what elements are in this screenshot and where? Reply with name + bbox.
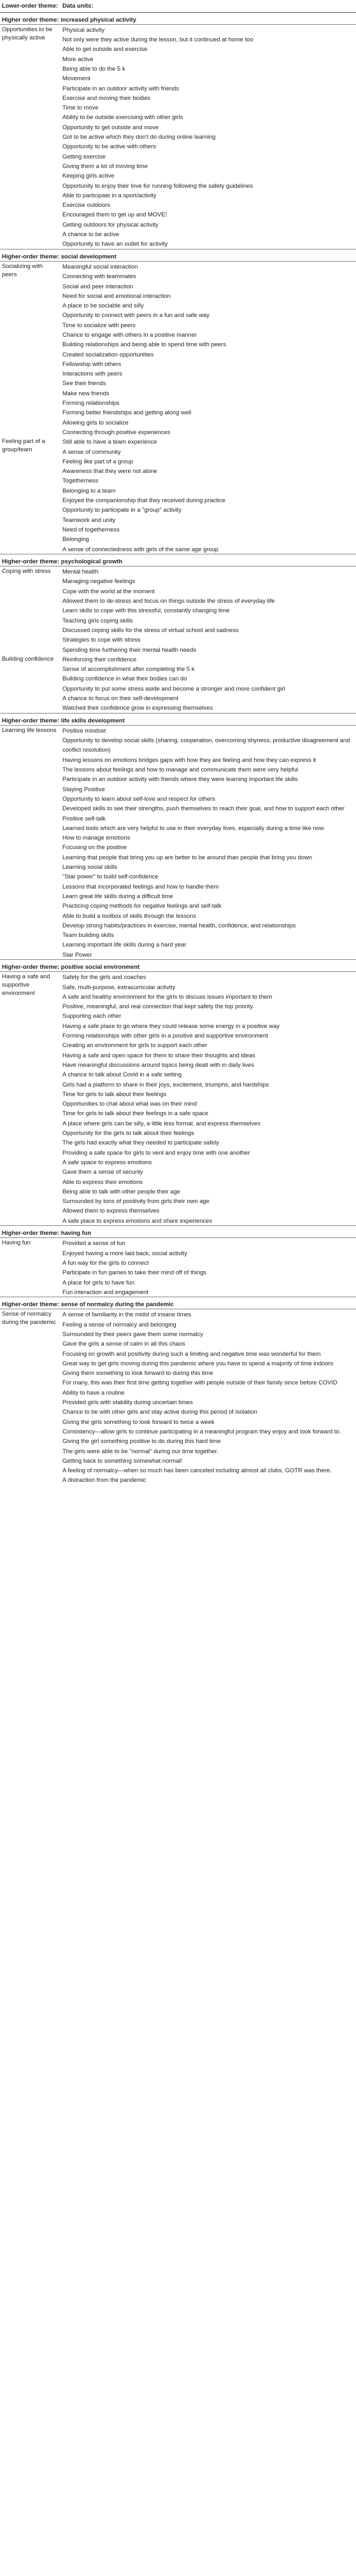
data-unit: For many, this was their first time getting together with people outside of their family since before COVID [62, 1379, 338, 1386]
data-unit: Giving them a lot of moving time [62, 162, 148, 169]
data-unit: Forming relationships [62, 399, 120, 407]
data-unit: Creating an environment for girls to support each other [62, 1041, 208, 1049]
data-unit: A sense of community [62, 447, 121, 455]
data-units-cell [61, 654, 356, 713]
data-unit: Enjoyed having a more laid back, social activity [62, 1249, 187, 1256]
higher-order-theme-heading: Higher-order theme: sense of normalcy during the pandemic [0, 1297, 356, 1309]
data-unit: A sense of familiarity in the midst of insane times [62, 1311, 192, 1318]
lower-order-theme-row [0, 24, 356, 249]
data-unit: Meaningful social interaction [62, 262, 138, 270]
data-unit: A fun way for the girls to connect [62, 1258, 149, 1266]
data-unit: Encouraged them to get up and MOVE! [62, 211, 167, 218]
data-unit: Time to socialize with peers [62, 321, 136, 328]
higher-order-theme-heading: Higher-order theme: having fun [0, 1226, 356, 1238]
data-unit: A place to be sociable and silly [62, 302, 144, 309]
data-unit: Sense of accomplishment after completing the 5 k [62, 665, 195, 673]
lower-order-theme-row [0, 261, 356, 437]
data-unit: Having a safe and open space for them to share their thoughts and ideas [62, 1051, 255, 1059]
data-unit: Star Power [62, 950, 92, 958]
lower-order-theme-label: Learning life lessons [2, 726, 57, 733]
higher-order-theme-heading: Higher-order theme: positive social environment [0, 960, 356, 972]
data-unit: Supporting each other [62, 1012, 122, 1020]
data-unit: Building relationships and being able to spend time with peers [62, 341, 226, 348]
data-unit: Not only were they active during the lesson, but it continued at home too [62, 36, 253, 43]
data-unit: Lessons that incorporated feelings and how to handle them [62, 882, 219, 890]
data-unit: Exercise and moving their bodies [62, 94, 151, 101]
data-unit: Learning important life skills during a hard year [62, 941, 187, 948]
data-unit: Feeling a sense of normalcy and belonging [62, 1320, 176, 1328]
data-unit: Great way to get girls moving during this pandemic where you have to spend a majority of time indoors [62, 1359, 334, 1367]
data-unit: Chance to engage with others in a positive manner [62, 331, 197, 338]
data-unit: Allowed them to de-stress and focus on things outside the stress of everyday life [62, 597, 275, 605]
data-unit: Being able to talk with other people their age [62, 1187, 181, 1195]
data-unit: Safe, multi-purpose, extracurricular activity [62, 983, 176, 990]
data-unit: A feeling of normalcy—when so much has been canceled including almost all clubs, GOTR was there. [62, 1467, 332, 1474]
data-unit: Opportunity to learn about self-love and respect for others [62, 794, 215, 802]
data-unit: Develop strong habits/practices in exercise, mental health, confidence, and relationships [62, 921, 296, 929]
data-unit: Learn great life skills during a difficult time [62, 892, 173, 899]
data-unit: Time for girls to talk about their feelings in a safe space [62, 1109, 208, 1117]
higher-order-theme-heading: Higher-order theme: social development [0, 249, 356, 261]
column-header-data-units: Data units: [62, 2, 94, 9]
data-unit: Having a safe place to go where they could release some energy in a positive way [62, 1022, 280, 1029]
data-unit: Time for girls to talk about their feelings [62, 1090, 167, 1097]
data-unit: Opportunity to develop social skills (sharing, cooperation, overcoming shyness, productive disagreement and conflict resolution) [62, 736, 350, 754]
data-units-cell [61, 1238, 356, 1297]
data-unit: Opportunities to chat about what was on their mind [62, 1100, 197, 1108]
lower-order-theme-row [0, 972, 356, 1226]
data-unit: Discussed coping skills for the stress of virtual school and sadness [62, 626, 239, 633]
data-unit: Participate in an outdoor activity with friends [62, 84, 179, 92]
data-unit: Giving the girls something to look forward to twice a week [62, 1418, 215, 1425]
data-unit: Teamwork and unity [62, 516, 116, 523]
data-unit: Opportunity to have an outlet for activity [62, 240, 168, 248]
data-units-cell [61, 972, 356, 1226]
data-unit: The girls were able to be "normal" during our time together. [62, 1447, 218, 1454]
data-unit: Togetherness [62, 477, 99, 484]
data-unit: A chance to talk about Covid in a safe setting [62, 1071, 182, 1078]
data-unit: Reinforcing their confidence [62, 655, 137, 663]
data-unit: Opportunity to be active with others [62, 143, 156, 150]
data-unit: Ability to have a routine [62, 1388, 125, 1396]
data-unit: Practicing coping methods for negative feelings and self-talk [62, 902, 222, 910]
lower-order-theme-row [0, 567, 356, 654]
data-unit: Mental health [62, 568, 99, 575]
data-unit: Participate in an outdoor activity with friends where they were learning important life skills [62, 775, 298, 783]
data-unit: Staying Positive [62, 785, 105, 792]
data-unit: Positive self-talk [62, 814, 106, 822]
data-unit: Connecting with teammates [62, 272, 136, 280]
data-unit: Surrounded by tons of positivity from girls their own age [62, 1197, 210, 1205]
data-units-cell [61, 1309, 356, 1485]
data-unit: Getting back to something somewhat normal! [62, 1456, 183, 1464]
data-unit: Learn skills to cope with this stressful, constantly changing time [62, 607, 230, 614]
data-unit: Strategies to cope with stress [62, 636, 141, 644]
data-unit: Building confidence in what their bodies can do [62, 675, 187, 682]
data-unit: Able to build a toolbox of skills through the lessons [62, 911, 197, 919]
data-unit: Opportunity to connect with peers in a fun and safe way [62, 311, 210, 319]
higher-order-theme-row [0, 960, 356, 972]
data-unit: Having lessons on emotions bridges gaps with how they are feeling and how they can express it [62, 756, 317, 763]
data-unit: Gave them a sense of security [62, 1168, 143, 1176]
data-unit: Created socialization opportunities [62, 350, 154, 358]
data-unit: See their friends [62, 379, 106, 387]
data-unit: Developed skills to see their strengths, push themselves to reach their goal, and how to support each other [62, 805, 345, 812]
data-unit: Provided a sense of fun [62, 1239, 125, 1247]
data-unit: Safety for the girls and coaches [62, 973, 146, 981]
data-unit: A distraction from the pandemic [62, 1476, 146, 1484]
data-unit: A safe and healthy environment for the girls to discuss issues important to them [62, 992, 273, 1000]
higher-order-theme-row [0, 713, 356, 725]
data-unit: Still able to have a team experience [62, 438, 157, 446]
higher-order-theme-row [0, 1297, 356, 1309]
data-unit: Positive mindset [62, 726, 106, 734]
data-unit: Make new friends [62, 389, 110, 397]
column-header-lower-order-theme: Lower-order theme: [2, 2, 59, 9]
data-unit: Forming better friendships and getting along well [62, 409, 192, 416]
higher-order-theme-heading: Higher order theme: increased physical activity [0, 12, 356, 24]
data-unit: Opportunity to get outside and move [62, 123, 159, 130]
lower-order-theme-label: Having fun [2, 1239, 31, 1246]
data-unit: Watched their confidence grow in expressing themselves [62, 704, 213, 712]
data-unit: Getting exercise [62, 152, 106, 160]
data-unit: Opportunity to enjoy their love for running following the safety guidelines [62, 181, 253, 189]
data-unit: Managing negative feelings [62, 577, 136, 585]
data-unit: Social and peer interaction [62, 282, 134, 290]
data-units-cell [61, 437, 356, 554]
data-unit: Opportunity for the girls to talk about their feelings [62, 1129, 194, 1137]
data-unit: Enjoyed the companionship that they received during practice [62, 496, 225, 504]
data-unit: Giving them something to look forward to during this time [62, 1369, 213, 1377]
data-unit: Teaching girls coping skills [62, 616, 133, 624]
data-unit: Fun interaction and engagement [62, 1288, 148, 1295]
table-header-row [0, 2, 356, 12]
data-unit: Time to move [62, 104, 99, 111]
data-unit: Cope with the world at the moment [62, 587, 155, 595]
data-unit: A place for girls to have fun [62, 1278, 135, 1286]
lower-order-theme-row [0, 1309, 356, 1485]
higher-order-theme-row [0, 1226, 356, 1238]
data-unit: Got to be active which they don't do during online learning [62, 133, 216, 141]
data-unit: Able to get outside and exercise [62, 45, 148, 53]
data-unit: Learned tools which are very helpful to use in their everyday lives, especially during a time like now [62, 824, 324, 831]
data-units-cell [61, 24, 356, 249]
data-unit: Fellowship with others [62, 360, 122, 367]
data-unit: Surrounded by their peers gave them some normalcy [62, 1330, 203, 1337]
data-unit: Exercise outdoors [62, 201, 111, 209]
data-unit: Chance to be with other girls and stay active during this period of isolation [62, 1408, 257, 1416]
data-unit: "Star power" to build self-confidence [62, 873, 159, 880]
data-unit: Learning social skills [62, 863, 117, 871]
data-unit: Focusing on the positive [62, 843, 127, 851]
higher-order-theme-heading: Higher-order theme: psychological growth [0, 554, 356, 566]
lower-order-theme-row [0, 654, 356, 713]
data-unit: A chance to focus on their self-development [62, 694, 178, 701]
lower-order-theme-label: Coping with stress [2, 567, 51, 575]
data-unit: Keeping girls active [62, 172, 115, 179]
data-unit: Opportunity to participate in a "group" activity [62, 506, 182, 514]
data-units-cell [61, 567, 356, 654]
lower-order-theme-label: Building confidence [2, 654, 54, 662]
data-unit: The girls had exactly what they needed to participate safely [62, 1139, 219, 1146]
lower-order-theme-row [0, 725, 356, 959]
data-unit: Participate in fun games to take their mind off of things [62, 1269, 206, 1276]
data-unit: Belonging to a team [62, 486, 116, 494]
data-unit: Consistency—allow girls to continue participating in a meaningful program they enjoy and look forward to. [62, 1427, 341, 1435]
lower-order-theme-label: Having a safe and supportive environment [2, 973, 50, 997]
data-unit: A place where girls can be silly, a little less formal, and express themselves [62, 1119, 260, 1127]
data-unit: Provided girls with stability during uncertain times [62, 1398, 193, 1406]
data-units-cell [61, 725, 356, 959]
data-unit: Belonging [62, 535, 89, 543]
lower-order-theme-label: Opportunities to be physically active [2, 25, 53, 41]
data-unit: How to manage emotions [62, 834, 131, 841]
data-unit: Movement [62, 74, 90, 82]
data-unit: Feeling like part of a group [62, 457, 134, 465]
data-unit: Need of togetherness [62, 525, 120, 533]
data-unit: Ability to be outside exercising with other girls [62, 113, 183, 121]
data-unit: Allowed them to express themselves [62, 1207, 160, 1214]
data-unit: Being able to do the 5 k [62, 64, 125, 72]
data-unit: Forming relationships with other girls in a positive and supportive environment [62, 1032, 269, 1039]
data-unit: Have meaningful discussions around topics being dealt with in daily lives [62, 1060, 255, 1068]
data-unit: Awareness that they were not alone [62, 467, 157, 475]
themes-table [0, 2, 356, 1485]
data-unit: Providing a safe space for girls to vent and enjoy time with one another [62, 1148, 250, 1156]
data-unit: Able to express their emotions [62, 1178, 143, 1185]
lower-order-theme-label: Feeling part of a group/team [2, 437, 45, 453]
higher-order-theme-heading: Higher-order theme: life skills development [0, 713, 356, 725]
higher-order-theme-row [0, 554, 356, 566]
data-unit: Gave the girls a sense of calm in all this chaos [62, 1340, 185, 1348]
lower-order-theme-row [0, 1238, 356, 1297]
lower-order-theme-label: Sense of normalcy during the pandemic [2, 1310, 56, 1326]
data-unit: A safe place to express emotions and share experiences [62, 1216, 213, 1224]
data-unit: More active [62, 55, 94, 62]
data-units-cell [61, 261, 356, 437]
data-unit: A sense of connectedness with girls of the same age group [62, 545, 218, 553]
data-unit: Learning that people that bring you up are better to be around than people that bring you down [62, 853, 312, 861]
data-unit: The lessons about feelings and how to manage and communicate them were very helpful [62, 766, 299, 773]
data-unit: Opportunity to put some stress aside and become a stronger and more confident girl [62, 684, 285, 692]
data-unit: Need for social and emotional interaction [62, 292, 171, 299]
data-unit: Girls had a platform to share in their joys, excitement, triumphs, and hardships [62, 1080, 269, 1088]
data-unit: Focusing on growth and positivity during such a limiting and negative time was wonderful for them [62, 1349, 321, 1357]
data-unit: Physical activity [62, 25, 105, 33]
lower-order-theme-row [0, 437, 356, 554]
data-unit: Getting outdoors for physical activity [62, 220, 159, 228]
lower-order-theme-label: Socializing with peers [2, 262, 43, 278]
data-unit: A chance to be active [62, 230, 120, 238]
data-unit: Connecting through positive experiences [62, 428, 171, 435]
table-body [0, 12, 356, 1485]
data-unit: Allowing girls to socialize [62, 418, 129, 426]
data-unit: Giving the girl something positive to do during this hard time [62, 1437, 221, 1445]
higher-order-theme-row [0, 249, 356, 261]
data-unit: Able to participate in a sport/activity [62, 191, 157, 199]
data-unit: Positive, meaningful, and real connection that kept safety the top priority [62, 1003, 253, 1010]
data-unit: Interactions with peers [62, 370, 122, 377]
data-unit: A safe space to express emotions [62, 1158, 152, 1165]
data-unit: Team building skills [62, 931, 114, 939]
data-unit: Spending time furthering their mental health needs [62, 645, 197, 653]
higher-order-theme-row [0, 12, 356, 24]
